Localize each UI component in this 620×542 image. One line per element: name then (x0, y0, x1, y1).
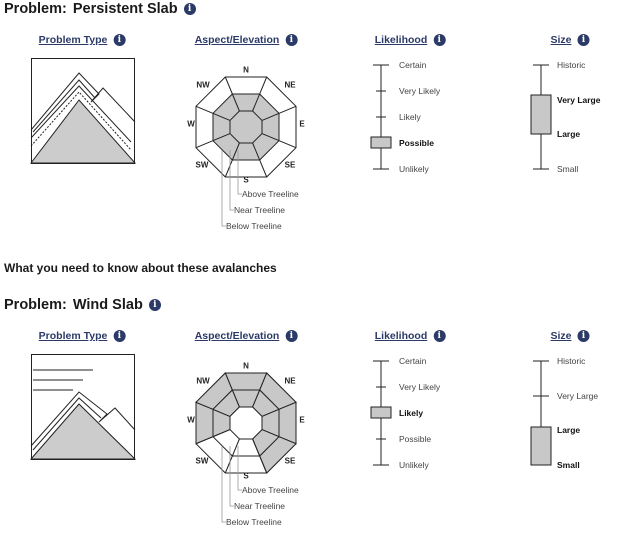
elevation-near: Near Treeline (234, 205, 286, 215)
likelihood-header[interactable] (375, 330, 446, 342)
problem-label: Problem: (4, 1, 67, 17)
problem-type-link[interactable]: Problem Type (38, 34, 108, 46)
elevation-above: Above Treeline (242, 485, 299, 495)
info-icon[interactable]: i (285, 34, 297, 46)
dir-e: E (299, 415, 305, 425)
aspect-elevation-link[interactable]: Aspect/Elevation (194, 330, 280, 342)
dir-w: W (187, 119, 195, 129)
dir-ne: NE (284, 80, 296, 90)
dir-s: S (243, 175, 249, 185)
dir-sw: SW (195, 160, 209, 170)
problem-title (4, 297, 161, 313)
info-icon[interactable]: i (113, 34, 125, 46)
size-label-selected: Very Large (557, 95, 601, 105)
problem-title (4, 1, 196, 17)
dir-nw: NW (196, 376, 210, 386)
problem-name: Persistent Slab (72, 1, 178, 17)
size-label-selected: Large (557, 129, 581, 139)
dir-nw: NW (196, 80, 210, 90)
dir-n: N (243, 361, 249, 371)
likelihood-label: Certain (399, 356, 427, 366)
size-label: Very Large (557, 391, 599, 401)
elevation-near: Near Treeline (234, 501, 286, 511)
info-icon[interactable]: i (184, 3, 196, 15)
likelihood-label: Very Likely (399, 382, 441, 392)
dir-n: N (243, 65, 249, 75)
likelihood-link[interactable]: Likelihood (374, 330, 428, 342)
section-heading: What you need to know about these avalanches (4, 261, 277, 275)
info-icon[interactable]: i (433, 34, 445, 46)
likelihood-label: Certain (399, 60, 427, 70)
problem-name: Wind Slab (72, 297, 143, 313)
size-label: Historic (557, 60, 586, 70)
size-scale-2 (528, 356, 554, 470)
likelihood-scale-1 (370, 60, 396, 174)
aspect-elevation-header[interactable] (195, 330, 298, 342)
dir-s: S (243, 471, 249, 481)
info-icon[interactable]: i (578, 34, 590, 46)
info-icon[interactable]: i (113, 330, 125, 342)
size-label-selected: Large (557, 425, 581, 435)
info-icon[interactable]: i (149, 299, 161, 311)
info-icon[interactable]: i (285, 330, 297, 342)
problem-type-link[interactable]: Problem Type (38, 330, 108, 342)
size-label: Historic (557, 356, 586, 366)
problem-label: Problem: (4, 297, 67, 313)
size-header[interactable] (550, 330, 589, 342)
aspect-elevation-header[interactable] (195, 34, 298, 46)
problem-type-header[interactable] (39, 34, 126, 46)
dir-ne: NE (284, 376, 296, 386)
elevation-below: Below Treeline (226, 221, 282, 231)
likelihood-label-selected: Likely (399, 408, 424, 418)
likelihood-label: Likely (399, 112, 421, 122)
likelihood-label: Possible (399, 434, 432, 444)
info-icon[interactable]: i (578, 330, 590, 342)
size-label: Small (557, 164, 579, 174)
problem-type-header[interactable] (39, 330, 126, 342)
size-scale-1 (528, 60, 554, 174)
likelihood-scale-2 (370, 356, 396, 470)
persistent-slab-icon (31, 58, 135, 164)
wind-slab-icon (31, 354, 135, 460)
size-link[interactable]: Size (550, 34, 572, 46)
dir-w: W (187, 415, 195, 425)
size-header[interactable] (550, 34, 589, 46)
likelihood-label: Unlikely (399, 164, 429, 174)
elevation-below: Below Treeline (226, 517, 282, 527)
dir-e: E (299, 119, 305, 129)
dir-sw: SW (195, 456, 209, 466)
likelihood-link[interactable]: Likelihood (374, 34, 428, 46)
likelihood-label-selected: Possible (399, 138, 434, 148)
likelihood-header[interactable] (375, 34, 446, 46)
likelihood-label: Very Likely (399, 86, 441, 96)
dir-se: SE (284, 160, 296, 170)
size-label-selected: Small (557, 460, 580, 470)
elevation-above: Above Treeline (242, 189, 299, 199)
info-icon[interactable]: i (433, 330, 445, 342)
likelihood-label: Unlikely (399, 460, 429, 470)
size-link[interactable]: Size (550, 330, 572, 342)
aspect-elevation-link[interactable]: Aspect/Elevation (194, 34, 280, 46)
dir-se: SE (284, 456, 296, 466)
